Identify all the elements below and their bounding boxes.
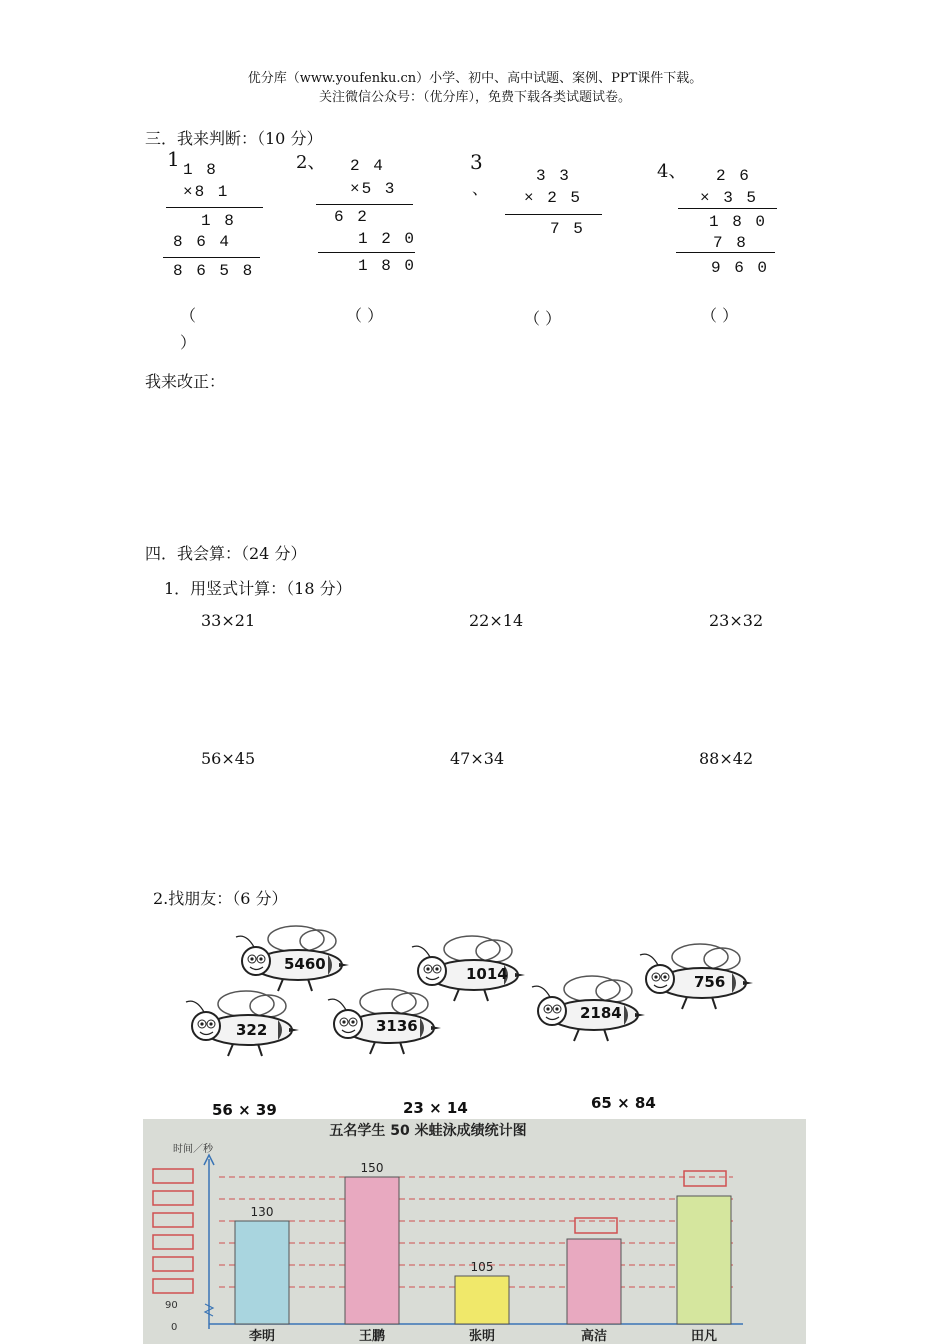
section4-title: 四．我会算：（24 分）: [145, 544, 307, 563]
bee-number: 5460: [284, 955, 326, 973]
axis-break: [205, 1304, 213, 1316]
bar-liming: [235, 1221, 289, 1324]
problem-4-multiplier: × 3 5: [700, 189, 759, 207]
chart-svg: [143, 1119, 806, 1344]
problem-4-partial-1: 1 8 0: [709, 213, 768, 231]
section4-sub1: 1．用竖式计算：（18 分）: [164, 579, 352, 598]
bar-tianfan: [677, 1196, 731, 1324]
bee-number: 322: [236, 1021, 268, 1039]
bar-value-label: 105: [470, 1260, 494, 1274]
problem-3-number-suffix: 、: [472, 179, 489, 198]
calc-task-5: 47×34: [450, 749, 505, 768]
bar-value-label: 150: [360, 1161, 384, 1175]
problem-3-answer[interactable]: （ ）: [524, 309, 562, 328]
header-line-2: 关注微信公众号：（优分库），免费下载各类试题试卷。: [318, 90, 631, 105]
bar-chart: [143, 1119, 806, 1344]
problem-4-partial-2: 7 8: [713, 234, 748, 252]
problem-1-line-2: [163, 257, 260, 258]
problem-4-line-1: [678, 208, 777, 209]
problem-4-answer[interactable]: （ ）: [701, 306, 739, 325]
problem-1-number: 1: [167, 147, 180, 171]
calc-task-3: 23×32: [709, 611, 764, 630]
problem-2-result: 1 8 0: [358, 257, 417, 275]
problem-1-multiplier: ×8 1: [183, 183, 230, 201]
problem-2-partial-2: 1 2 0: [358, 230, 417, 248]
problem-4-result: 9 6 0: [711, 259, 770, 277]
flower-label[interactable]: 56 × 39: [212, 1101, 277, 1119]
bar-answer-box[interactable]: [684, 1171, 726, 1186]
chart-y-label: 时间／秒: [173, 1144, 213, 1155]
y-tick-0: 0: [171, 1322, 178, 1333]
problem-2-line-2: [318, 252, 415, 253]
problem-1-result: 8 6 5 8: [173, 262, 255, 280]
calc-task-6: 88×42: [699, 749, 754, 768]
problem-3-multiplier: × 2 5: [524, 189, 583, 207]
calc-task-2: 22×14: [469, 611, 524, 630]
problem-1-partial-2: 8 6 4: [173, 233, 232, 251]
category-label: 田凡: [690, 1329, 718, 1344]
bee-card[interactable]: [524, 975, 654, 1055]
problem-2-number: 2、: [296, 152, 326, 173]
bee-card[interactable]: [178, 990, 308, 1070]
y-answer-box[interactable]: [153, 1213, 193, 1227]
y-answer-box[interactable]: [153, 1169, 193, 1183]
calc-task-4: 56×45: [201, 749, 256, 768]
problem-1-multiplicand: 1 8: [183, 161, 218, 179]
problem-3-partial-1: 7 5: [550, 220, 585, 238]
flower-label[interactable]: 65 × 84: [591, 1094, 656, 1112]
problem-2-answer[interactable]: （ ）: [346, 306, 384, 325]
bar-value-label: 130: [250, 1205, 274, 1219]
bar-wangpeng: [345, 1177, 399, 1324]
problem-3-number: 3: [470, 150, 483, 174]
category-label: 王鹏: [358, 1329, 386, 1344]
problem-1-answer-close[interactable]: ）: [180, 333, 197, 352]
problem-4-line-2: [676, 252, 775, 253]
problem-2-line-1: [316, 204, 413, 205]
header-line-1: 优分库（www.youfenku.cn）小学、初中、高中试题、案例、PPT课件下载。: [247, 71, 703, 86]
problem-2-partial-1: 6 2: [334, 208, 369, 226]
problem-1-answer-open[interactable]: （: [180, 306, 197, 325]
bee-number: 3136: [376, 1017, 418, 1035]
problem-3-line-1: [505, 214, 602, 215]
y-answer-box[interactable]: [153, 1257, 193, 1271]
section4-sub2: 2.找朋友：（6 分）: [153, 889, 288, 908]
bee-number: 756: [694, 973, 726, 991]
y-answer-box[interactable]: [153, 1191, 193, 1205]
calc-task-1: 33×21: [201, 611, 256, 630]
problem-4-number: 4、: [657, 161, 687, 182]
category-label: 李明: [248, 1329, 276, 1344]
y-answer-box[interactable]: [153, 1235, 193, 1249]
problem-1-line-1: [166, 207, 263, 208]
bar-zhangming: [455, 1276, 509, 1324]
y-answer-box[interactable]: [153, 1279, 193, 1293]
problem-2-multiplier: ×5 3: [350, 180, 397, 198]
category-label: 高洁: [580, 1329, 608, 1344]
bee-number: 1014: [466, 965, 508, 983]
problem-3-multiplicand: 3 3: [536, 167, 571, 185]
correction-label: 我来改正：: [145, 372, 226, 391]
bee-number: 2184: [580, 1004, 622, 1022]
bar-gaojie: [567, 1239, 621, 1324]
bee-card[interactable]: [320, 988, 450, 1068]
problem-2-multiplicand: 2 4: [350, 157, 385, 175]
problem-4-multiplicand: 2 6: [716, 167, 751, 185]
bar-answer-box[interactable]: [575, 1218, 617, 1233]
chart-title: 五名学生 50 米蛙泳成绩统计图: [329, 1123, 527, 1139]
y-tick-90: 90: [165, 1300, 178, 1311]
flower-label[interactable]: 23 × 14: [403, 1099, 468, 1117]
problem-1-partial-1: 1 8: [201, 212, 236, 230]
section3-title: 三．我来判断：（10 分）: [145, 129, 323, 148]
category-label: 张明: [468, 1329, 496, 1344]
